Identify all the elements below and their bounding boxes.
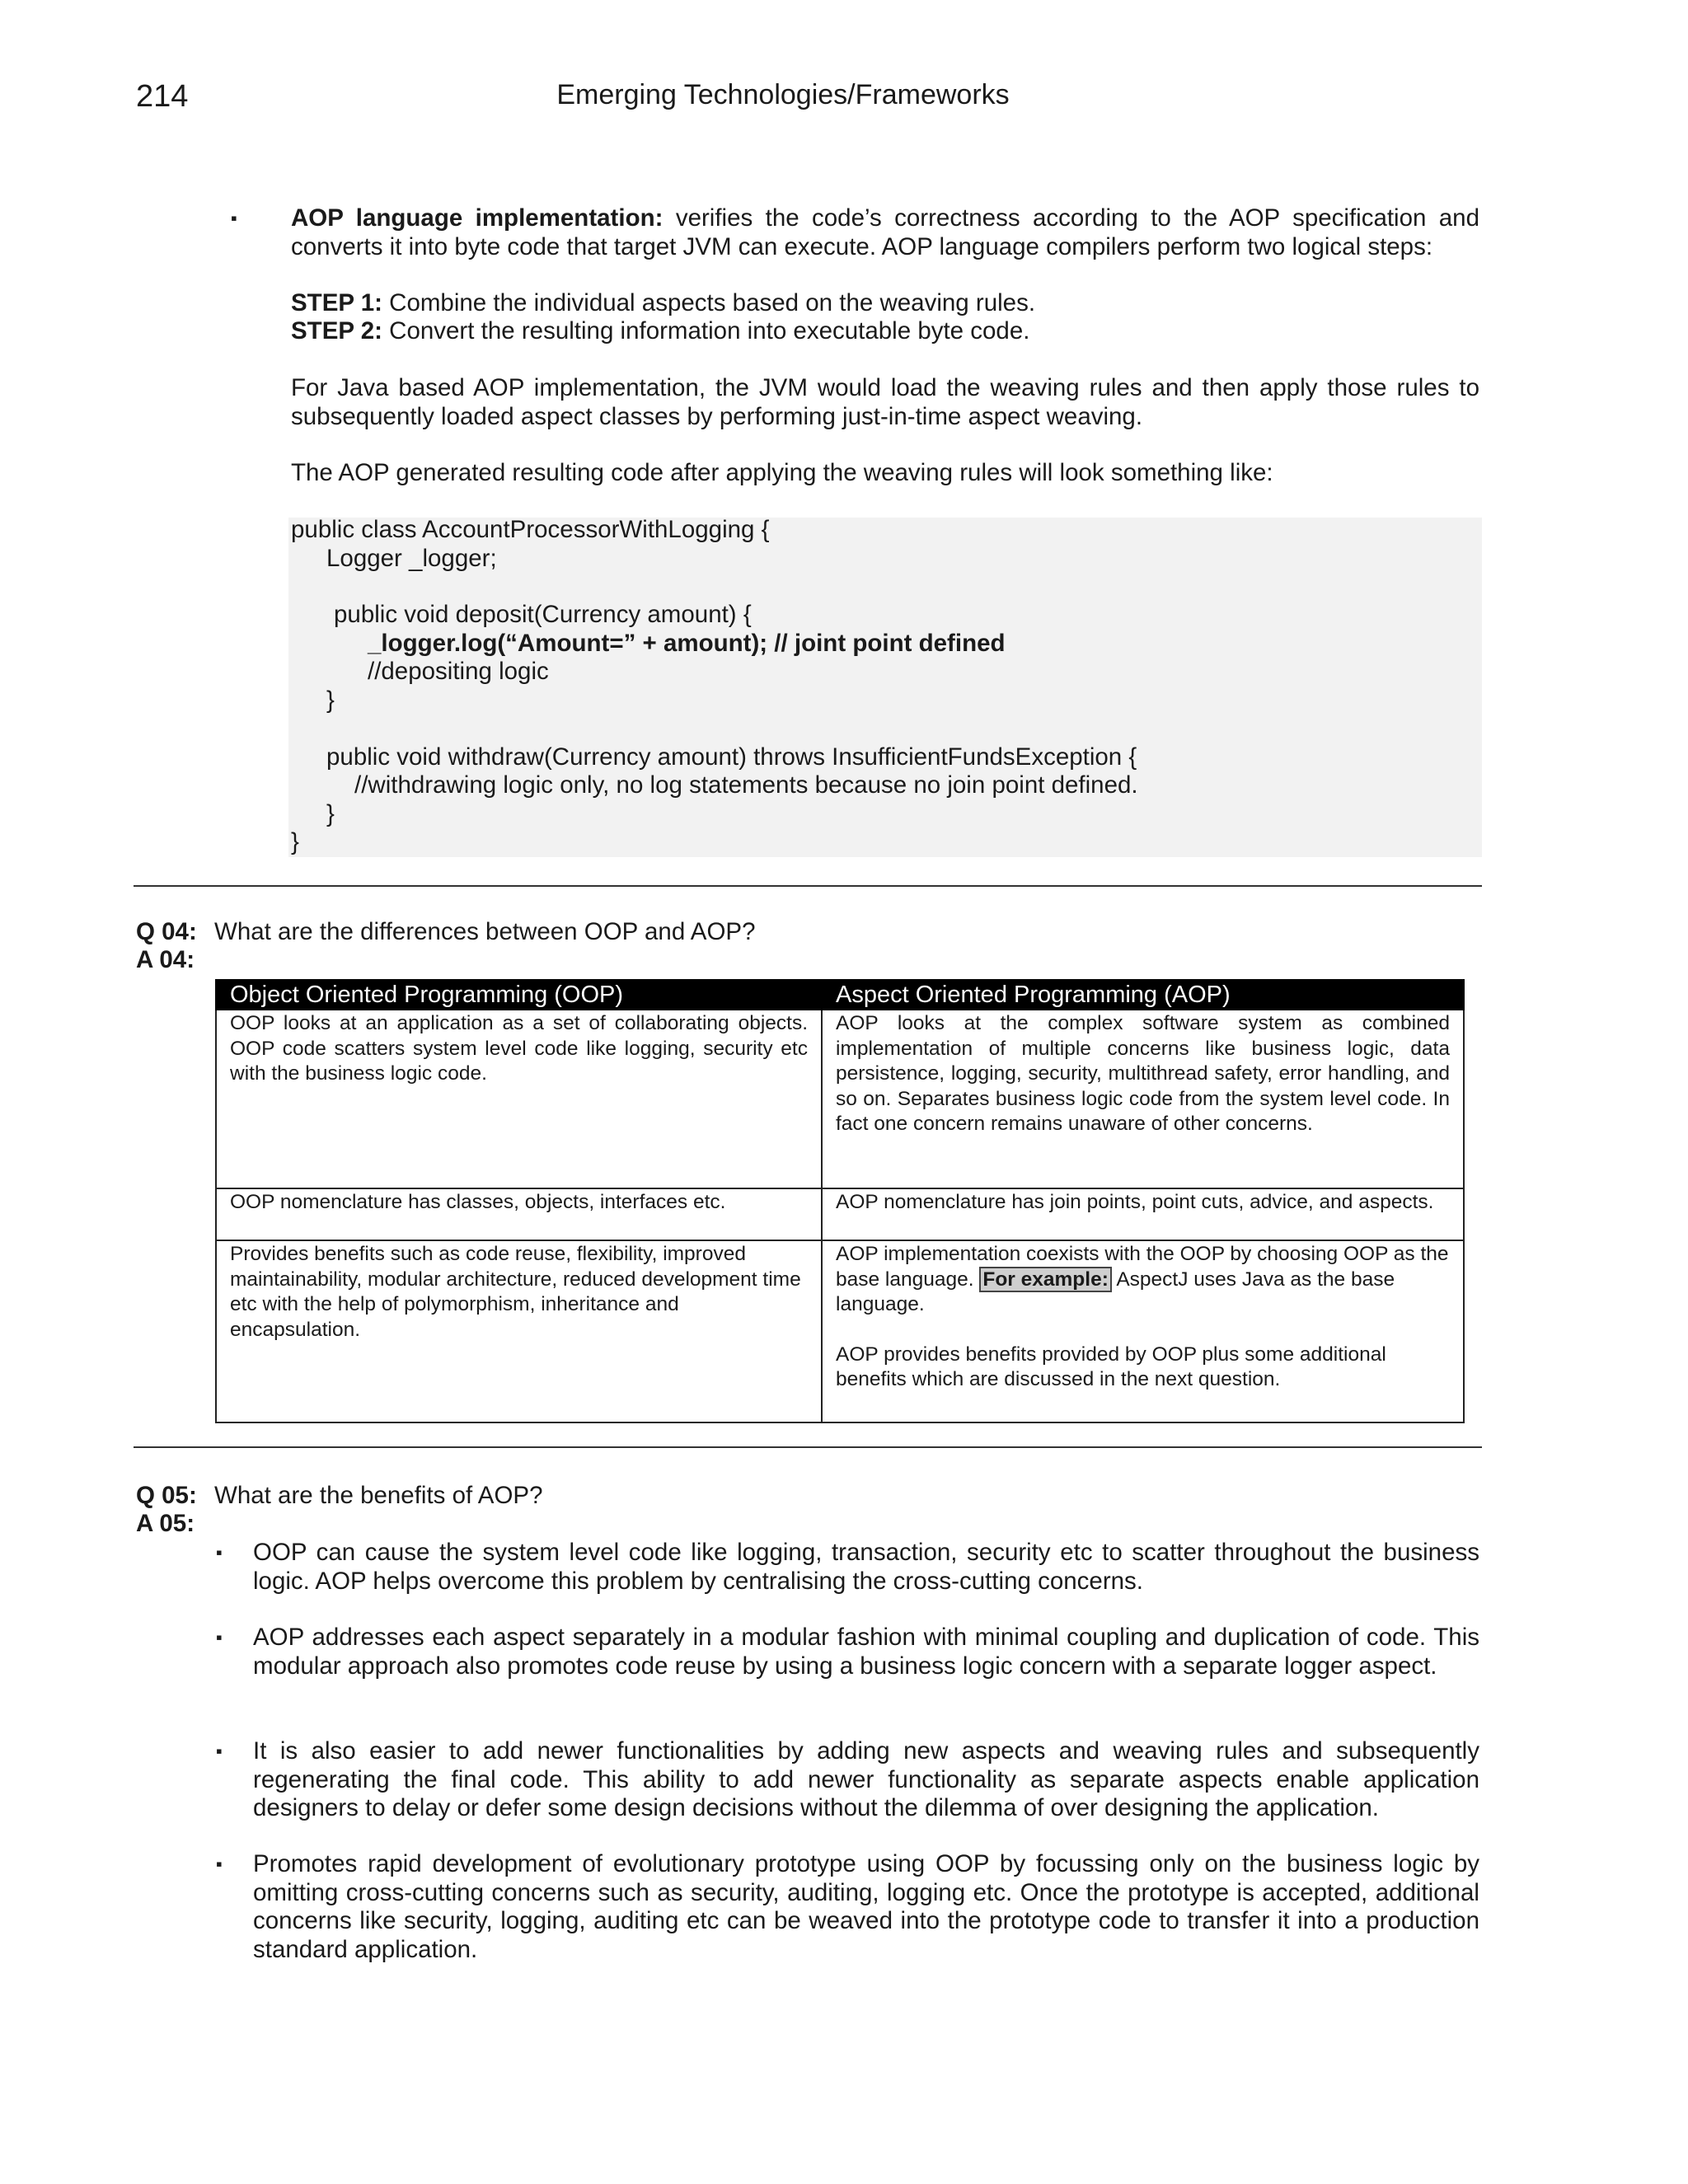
running-title: Emerging Technologies/Frameworks [556,79,1010,110]
step-1 [291,289,1479,318]
code-line: Logger _logger; [326,545,497,572]
for-example-highlight: For example: [979,1267,1112,1292]
aop-impl-text: verifies the code’s correctness according to the AOP specification and converts it into byte code that target JVM can execute. AOP language compilers perform two logical steps: [291,204,1479,260]
table-row [216,1240,1464,1422]
cell-paragraph: AOP provides benefits provided by OOP plus some additional benefits which are discussed in the next question. [836,1343,1386,1390]
bullet-marker: ▪ [231,208,237,228]
cell-text: AOP implementation coexists with the OOP by choosing OOP as the base language. [836,1243,1449,1291]
cell-paragraph [836,1242,1450,1318]
benefit-item: Promotes rapid development of evolutionary prototype using OOP by focussing only on the business logic by omitting cross-cutting concerns such as security, auditing, logging etc. Once the prototype is accepted, additional concerns like security, logging, auditing etc can be weaved into the prototype code to transfer it into a production standard application. [253,1850,1479,1963]
column-header: Object Oriented Programming (OOP) [216,980,822,1010]
question-text: What are the benefits of AOP? [214,1482,543,1509]
step-1-label: STEP 1: [291,289,382,316]
code-line: public class AccountProcessorWithLogging { [291,516,770,543]
table-header-row [216,980,1464,1010]
cell-text: AspectJ uses Java as the base language. [836,1268,1395,1315]
java-aop-paragraph: For Java based AOP implementation, the JVM would load the weaving rules and then apply those rules to subsequently loaded aspect classes by performing just-in-time aspect weaving. [291,374,1479,430]
bullet-marker: ▪ [216,1627,223,1647]
step-2 [291,317,1479,346]
code-line: } [326,800,335,827]
question-label: Q 04: [136,918,197,945]
table-cell: AOP looks at the complex software system as combined implementation of multiple concerns like business logic, data persistence, logging, security, multithread safety, error handling, and so on. Separates business logic code from the system level code. In fact one concern remains unaware of other concerns. [822,1010,1464,1188]
aop-impl-lead: AOP language implementation: [291,204,663,232]
table-cell: OOP looks at an application as a set of collaborating objects. OOP code scatters system level code like logging, security etc with the business logic code. [216,1010,822,1188]
step-2-label: STEP 2: [291,317,382,344]
question-label: Q 05: [136,1482,197,1509]
code-line: //depositing logic [368,658,549,685]
code-line: public void withdraw(Currency amount) throws InsufficientFundsException { [326,743,1137,771]
table-cell: OOP nomenclature has classes, objects, interfaces etc. [216,1188,822,1240]
table-cell: Provides benefits such as code reuse, flexibility, improved maintainability, modular architecture, reduced development time etc with the help of polymorphism, inheritance and encapsulation. [216,1240,822,1422]
answer-label: A 05: [136,1510,195,1537]
bullet-marker: ▪ [216,1542,223,1563]
oop-aop-comparison-table [215,979,1465,1423]
aop-impl-paragraph [291,204,1479,261]
step-1-text: Combine the individual aspects based on the weaving rules. [382,289,1036,316]
column-header: Aspect Oriented Programming (AOP) [822,980,1464,1010]
step-2-text: Convert the resulting information into executable byte code. [382,317,1030,344]
section-divider [134,885,1482,887]
table-cell [822,1240,1464,1422]
code-line: } [291,828,299,855]
benefit-item: AOP addresses each aspect separately in a modular fashion with minimal coupling and duplication of code. This modular approach also promotes code reuse by using a business logic concern with a separate logger aspect. [253,1624,1479,1680]
code-line: //withdrawing logic only, no log statements because no join point defined. [354,771,1138,799]
table-row [216,1010,1464,1188]
generated-code-intro: The AOP generated resulting code after applying the weaving rules will look something like: [291,459,1273,486]
bullet-marker: ▪ [216,1854,223,1874]
benefit-item: It is also easier to add newer functionalities by adding new aspects and weaving rules and subsequently regenerating the final code. This ability to add newer functionality as separate aspects enable application designers to delay or defer some design decisions without the dilemma of over designing the application. [253,1737,1479,1821]
table-row [216,1188,1464,1240]
benefit-item: OOP can cause the system level code like logging, transaction, security etc to scatter throughout the business logic. AOP helps overcome this problem by centralising the cross-cutting concerns. [253,1539,1479,1595]
page-number: 214 [136,79,189,114]
section-divider [134,1446,1482,1448]
code-line: public void deposit(Currency amount) { [334,601,752,628]
table-cell: AOP nomenclature has join points, point cuts, advice, and aspects. [822,1188,1464,1240]
answer-label: A 04: [136,946,195,973]
code-line-joint-point: _logger.log(“Amount=” + amount); // joint point defined [368,630,1006,657]
bullet-marker: ▪ [216,1741,223,1761]
question-text: What are the differences between OOP and AOP? [214,918,756,945]
code-line: } [326,687,335,714]
